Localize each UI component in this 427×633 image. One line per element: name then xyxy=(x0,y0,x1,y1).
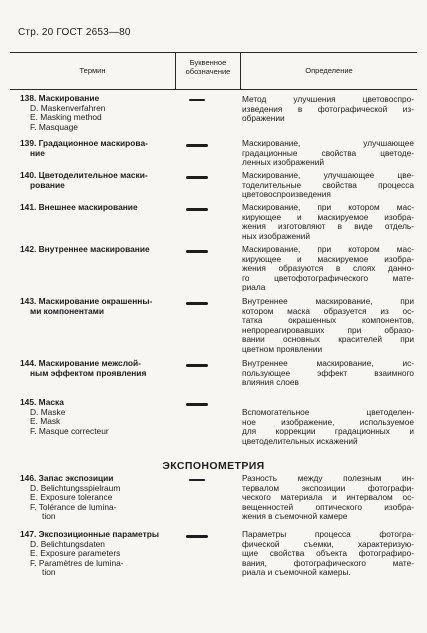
definition: Маскирование, при котором мас- кирующее и маскируемое изобра- жения изготовляют в виде отдель- ных изображений xyxy=(242,202,414,241)
page-header: Стр. 20 ГОСТ 2653—80 xyxy=(18,27,131,38)
code-dash xyxy=(189,479,205,481)
column-header-definition: Определение xyxy=(305,66,353,75)
definition: Метод улучшения цветовоспро- изведения в фотографической из- ображении xyxy=(242,94,414,124)
definition: Внутреннее маскирование, при котором маска образуется из ос- татка окрашенных компонентов, непрореагировавших при образо- вании основных красителей при цветном проявлении xyxy=(242,296,414,354)
code-dash xyxy=(186,302,208,305)
definition: Разность между полезным ин- тервалом экспозиции фотографи- ческого материала и интервалом ос- вещенностей оптического изобра- жения в съемочной камере xyxy=(242,473,414,522)
definition: Маскирование, улучшающее градационные свойства цветоде- ленных изображений xyxy=(242,138,414,168)
code-dash xyxy=(186,364,208,367)
column-header-term: Термин xyxy=(79,66,106,75)
term: 147. Экспозиционные параметры D. Belichtungsdaten E. Exposure parameters F. Paramètres de lumina- tion xyxy=(20,529,159,578)
header-bottom-rule xyxy=(10,89,417,90)
term-translation: F. Masquage xyxy=(30,121,78,132)
code-dash xyxy=(186,176,208,179)
term: 142. Внутреннее маскирование xyxy=(20,244,150,254)
code-dash xyxy=(189,99,205,101)
definition: Внутреннее маскирование, ис- пользующее эффект взаимного влияния слоев xyxy=(242,358,414,388)
term-title: 138. Маскирование xyxy=(20,93,100,103)
definition: Параметры процесса фотогра- фической съемки, характеризую- щие свойства объекта фотографиро- вания, фотографического мате- риала и съемочной камеры. xyxy=(242,529,414,578)
code-dash xyxy=(186,208,208,211)
term xyxy=(20,94,172,132)
term-translation: D. Maskenverfahren xyxy=(30,102,106,113)
term: 141. Внешнее маскирование xyxy=(20,202,138,212)
table-header xyxy=(10,52,417,90)
column-header-code: Буквенное обозначение xyxy=(185,58,231,76)
header-top-rule xyxy=(10,52,417,53)
term: 143. Маскирование окрашенны- ми компонентами xyxy=(20,296,153,316)
section-title: ЭКСПОНОМЕТРИЯ xyxy=(162,460,265,472)
term: 139. Градационное маскирова- ние xyxy=(20,138,148,158)
term-translation: E. Masking method xyxy=(30,112,102,123)
definition: Маскирование, улучшающее цве- тоделительные свойства процесса цветовоспроизведения xyxy=(242,170,414,200)
code-dash xyxy=(186,144,208,147)
term: 146. Запас экспозиции D. Belichtungsspielraum E. Exposure tolerance F. Tolérance de lumina- tion xyxy=(20,473,121,522)
code-dash xyxy=(186,250,208,253)
code-dash xyxy=(186,535,208,538)
term: 144. Маскирование межслой- ным эффектом проявления xyxy=(20,358,147,378)
term: 140. Цветоделительное маски- рование xyxy=(20,170,148,190)
code-dash xyxy=(186,403,208,406)
definition: Вспомогательное цветоделен- ное изображение, используемое для коррекции градационных и цветоделительных искажений xyxy=(242,407,414,446)
definition: Маскирование, при котором мас- кирующее и маскируемое изобра- жения образуются в слоях данно- го цветофотографического мате- риала xyxy=(242,244,414,293)
term: 145. Маска D. Maske E. Mask F. Masque correcteur xyxy=(20,397,109,436)
